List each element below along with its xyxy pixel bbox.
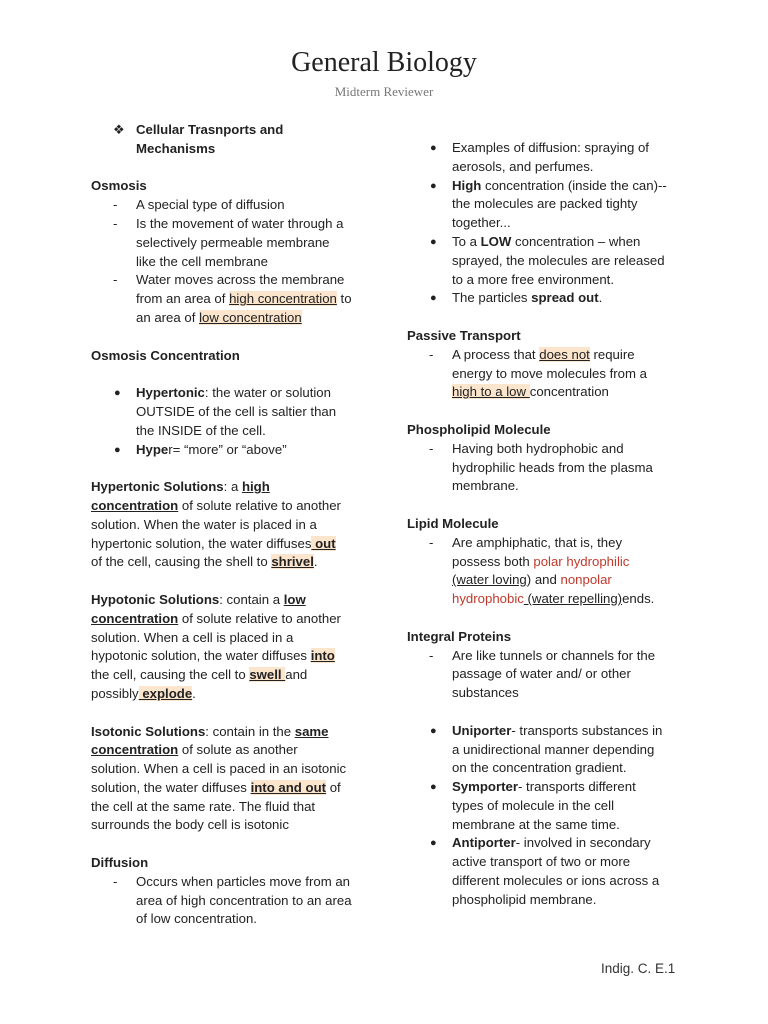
list-item-line: hydrophilic heads from the plasma bbox=[452, 459, 653, 475]
paragraph-line bbox=[91, 666, 371, 685]
list-item-line bbox=[452, 233, 679, 252]
text-run: from an area of bbox=[136, 291, 230, 307]
text-run: A process that bbox=[452, 346, 540, 362]
list-item-line: the INSIDE of the cell. bbox=[136, 422, 266, 438]
osmosis-heading: Osmosis bbox=[91, 178, 147, 194]
paragraph-line: solution. When the water is placed in a bbox=[91, 516, 317, 532]
text-run: require bbox=[589, 346, 635, 362]
paragraph-line: surrounds the body cell is isotonic bbox=[91, 817, 289, 833]
list-item bbox=[407, 139, 679, 177]
highlighted-term: out bbox=[311, 535, 336, 551]
text-run: To a bbox=[452, 233, 481, 249]
page-footer: Indig. C. E.1 bbox=[601, 961, 676, 976]
underlined-term: concentration bbox=[91, 742, 179, 758]
red-text: polar hydrophilic bbox=[533, 553, 630, 569]
paragraph-line bbox=[91, 779, 371, 798]
list-item-line: membrane at the same time. bbox=[452, 816, 620, 832]
paragraph-line bbox=[91, 741, 371, 760]
highlighted-term: into bbox=[310, 648, 335, 664]
list-item-line: different molecules or ions across a bbox=[452, 873, 660, 889]
list-item-line bbox=[136, 384, 371, 403]
bullet-marker: ● bbox=[430, 235, 437, 248]
diffusion-heading: Diffusion bbox=[91, 855, 149, 871]
underlined-term: high bbox=[241, 479, 270, 495]
text-run: r= “more” or “above” bbox=[168, 441, 287, 457]
bold-term: Antiporter bbox=[452, 835, 516, 851]
list-item-line: aerosols, and perfumes. bbox=[452, 158, 594, 174]
text-run: ends. bbox=[622, 591, 655, 607]
paragraph-line bbox=[91, 591, 371, 610]
list-item bbox=[91, 271, 371, 327]
left-column bbox=[91, 121, 371, 929]
dash-marker: - bbox=[113, 873, 118, 889]
text-run: possibly bbox=[91, 685, 139, 701]
bold-term: Isotonic Solutions bbox=[91, 723, 206, 739]
text-run: - transports substances in bbox=[511, 722, 663, 738]
red-text: hydrophobic bbox=[452, 591, 524, 607]
list-item-line: Are amphiphatic, that is, they bbox=[452, 534, 623, 550]
bold-term: Hype bbox=[136, 441, 169, 457]
dash-marker: - bbox=[429, 647, 434, 663]
text-run: : a bbox=[223, 479, 242, 495]
text-run: to bbox=[336, 291, 352, 307]
text-run: of bbox=[326, 779, 341, 795]
paragraph-line: solution. When a cell is placed in a bbox=[91, 629, 294, 645]
list-item-line: the molecules are packed tighty bbox=[452, 196, 638, 212]
list-item-line: substances bbox=[452, 685, 519, 701]
highlighted-text: low concentration bbox=[199, 309, 302, 325]
list-item-line: on the concentration gradient. bbox=[452, 760, 627, 776]
list-item bbox=[407, 722, 679, 778]
list-item-line bbox=[452, 383, 679, 402]
list-item bbox=[407, 177, 679, 233]
list-item-line bbox=[452, 722, 679, 741]
highlighted-term: into and out bbox=[250, 779, 327, 795]
underlined-term: same bbox=[294, 723, 329, 739]
list-item bbox=[91, 873, 371, 929]
bold-term: Hypertonic Solutions bbox=[91, 479, 224, 495]
paragraph-line bbox=[91, 610, 371, 629]
text-run: : contain a bbox=[219, 591, 284, 607]
text-run: : contain in the bbox=[205, 723, 295, 739]
bullet-marker: ● bbox=[430, 292, 437, 305]
isotonic-paragraph bbox=[91, 723, 371, 836]
list-item-line: energy to move molecules from a bbox=[452, 365, 647, 381]
list-item-line bbox=[136, 309, 371, 328]
text-run: an area of bbox=[136, 309, 200, 325]
bold-term: spread out bbox=[531, 290, 599, 306]
highlighted-text: high concentration bbox=[229, 291, 337, 307]
paragraph-line bbox=[91, 478, 371, 497]
text-run: concentration – when bbox=[511, 233, 641, 249]
text-run: - involved in secondary bbox=[515, 835, 651, 851]
list-item bbox=[91, 384, 371, 440]
list-item-line bbox=[452, 289, 679, 308]
list-item-line bbox=[452, 590, 679, 609]
hypotonic-paragraph bbox=[91, 591, 371, 704]
passive-transport-heading: Passive Transport bbox=[407, 327, 521, 343]
underlined-text: (water repelling) bbox=[523, 591, 623, 607]
page-title: General Biology bbox=[291, 47, 477, 78]
text-run: concentration (inside the can)-- bbox=[481, 177, 667, 193]
bold-term: Symporter bbox=[452, 779, 518, 795]
bold-term: High bbox=[452, 177, 482, 193]
highlighted-term: swell bbox=[249, 667, 286, 683]
list-item-line: area of high concentration to an area bbox=[136, 892, 352, 908]
section-heading-line: Cellular Trasnports and bbox=[136, 122, 284, 137]
list-item-line: types of molecule in the cell bbox=[452, 797, 614, 813]
right-column bbox=[407, 139, 679, 910]
bullet-marker: ● bbox=[430, 142, 437, 154]
bold-term: Hypotonic Solutions bbox=[91, 591, 220, 607]
bullet-marker: ● bbox=[114, 443, 121, 456]
bullet-marker: ● bbox=[430, 837, 437, 850]
list-item-line bbox=[452, 553, 679, 572]
text-run: - transports different bbox=[517, 779, 636, 795]
text-run: concentration bbox=[529, 384, 609, 400]
integral-proteins-heading: Integral Proteins bbox=[407, 628, 512, 644]
text-run: . bbox=[192, 685, 196, 701]
list-item-line: passage of water and/ or other bbox=[452, 666, 631, 682]
phospholipid-heading: Phospholipid Molecule bbox=[407, 421, 551, 437]
section-heading-line: Mechanisms bbox=[136, 140, 216, 156]
underlined-text: (water loving bbox=[452, 572, 527, 588]
text-run: of solute relative to another bbox=[178, 497, 341, 513]
list-item-line: Is the movement of water through a bbox=[136, 215, 344, 231]
text-run: and bbox=[285, 667, 308, 683]
text-run: of the cell, causing the shell to bbox=[91, 554, 272, 570]
list-item-text: A special type of diffusion bbox=[136, 197, 285, 213]
highlighted-term: shrivel bbox=[271, 554, 314, 570]
text-run: hypotonic solution, the water diffuses bbox=[91, 648, 311, 664]
bullet-marker: ● bbox=[430, 724, 437, 737]
list-item-line bbox=[452, 778, 679, 797]
highlighted-text: high to a low bbox=[452, 384, 530, 400]
list-item-line: phospholipid membrane. bbox=[452, 891, 597, 907]
paragraph-line: solution. When a cell is paced in an isotonic bbox=[91, 761, 347, 777]
dash-marker: - bbox=[113, 215, 118, 231]
list-item bbox=[407, 233, 679, 289]
paragraph-line bbox=[91, 647, 371, 666]
list-item-line bbox=[452, 571, 679, 590]
red-text: nonpolar bbox=[560, 572, 612, 588]
list-item-line: OUTSIDE of the cell is saltier than bbox=[136, 403, 337, 419]
text-run: solution, the water diffuses bbox=[91, 779, 251, 795]
text-run: hypertonic solution, the water diffuses bbox=[91, 535, 312, 551]
list-item-line: Occurs when particles move from an bbox=[136, 873, 351, 889]
highlighted-term: explode bbox=[138, 685, 193, 701]
list-item-line: Examples of diffusion: spraying of bbox=[452, 140, 649, 155]
highlighted-text: does not bbox=[539, 346, 590, 362]
text-run: The particles bbox=[452, 290, 532, 306]
text-run: of solute as another bbox=[178, 742, 298, 758]
list-item-line bbox=[452, 346, 679, 365]
paragraph-line bbox=[91, 553, 371, 572]
list-item bbox=[407, 647, 679, 703]
list-item bbox=[407, 346, 679, 402]
dash-marker: - bbox=[429, 534, 434, 550]
bold-term: Hypertonic bbox=[136, 385, 205, 401]
list-item bbox=[407, 778, 679, 834]
text-run: . bbox=[598, 290, 603, 306]
lipid-heading: Lipid Molecule bbox=[407, 515, 499, 531]
bold-term: Uniporter bbox=[452, 722, 512, 738]
list-item bbox=[91, 215, 371, 271]
section-heading bbox=[91, 121, 371, 159]
underlined-term: concentration bbox=[91, 497, 179, 513]
list-item-line bbox=[452, 834, 679, 853]
list-item bbox=[407, 289, 679, 308]
list-item-line: together... bbox=[452, 215, 511, 231]
list-item-line: to a more free environment. bbox=[452, 271, 614, 287]
list-item-line: selectively permeable membrane bbox=[136, 234, 330, 250]
paragraph-line bbox=[91, 535, 371, 554]
list-item-line: of low concentration. bbox=[136, 911, 257, 927]
dash-marker: - bbox=[113, 272, 118, 288]
list-item bbox=[91, 441, 371, 460]
list-item-line: membrane. bbox=[452, 478, 519, 494]
bullet-marker: ● bbox=[430, 781, 437, 794]
paragraph-line bbox=[91, 685, 371, 704]
hypertonic-paragraph bbox=[91, 478, 371, 572]
underlined-term: low bbox=[283, 591, 306, 607]
bullet-marker: ● bbox=[114, 387, 121, 400]
dash-marker: - bbox=[429, 346, 434, 362]
list-item-line bbox=[136, 290, 371, 309]
list-item-line: sprayed, the molecules are released bbox=[452, 252, 665, 268]
dash-marker: - bbox=[113, 197, 118, 213]
text-run: . bbox=[313, 554, 318, 570]
list-item bbox=[407, 534, 679, 609]
paragraph-line bbox=[91, 723, 371, 742]
list-item-line: Are like tunnels or channels for the bbox=[452, 647, 656, 663]
list-item-line: active transport of two or more bbox=[452, 854, 631, 870]
osmosis-concentration-heading: Osmosis Concentration bbox=[91, 347, 240, 363]
page-subtitle: Midterm Reviewer bbox=[334, 84, 434, 99]
list-item bbox=[407, 834, 679, 909]
list-item-line: a unidirectional manner depending bbox=[452, 741, 655, 757]
text-run: of solute relative to another bbox=[178, 610, 341, 626]
list-item-line bbox=[136, 441, 371, 460]
list-item bbox=[91, 196, 371, 215]
bold-term: LOW bbox=[480, 233, 512, 249]
paragraph-line: the cell at the same rate. The fluid that bbox=[91, 798, 316, 814]
bullet-marker: ● bbox=[430, 179, 437, 192]
list-item-line bbox=[452, 177, 679, 196]
list-item bbox=[407, 440, 679, 496]
diamond-bullet-icon: ❖ bbox=[113, 122, 125, 137]
text-run: possess both bbox=[452, 553, 534, 569]
list-item-line: Water moves across the membrane bbox=[136, 272, 345, 288]
text-run: the cell, causing the cell to bbox=[91, 667, 250, 683]
text-run: : the water or solution bbox=[204, 385, 331, 401]
dash-marker: - bbox=[429, 440, 434, 456]
paragraph-line bbox=[91, 497, 371, 516]
list-item-line: like the cell membrane bbox=[136, 253, 268, 269]
list-item-line: Having both hydrophobic and bbox=[452, 440, 624, 456]
underlined-term: concentration bbox=[91, 610, 179, 626]
text-run: ) and bbox=[526, 572, 561, 588]
